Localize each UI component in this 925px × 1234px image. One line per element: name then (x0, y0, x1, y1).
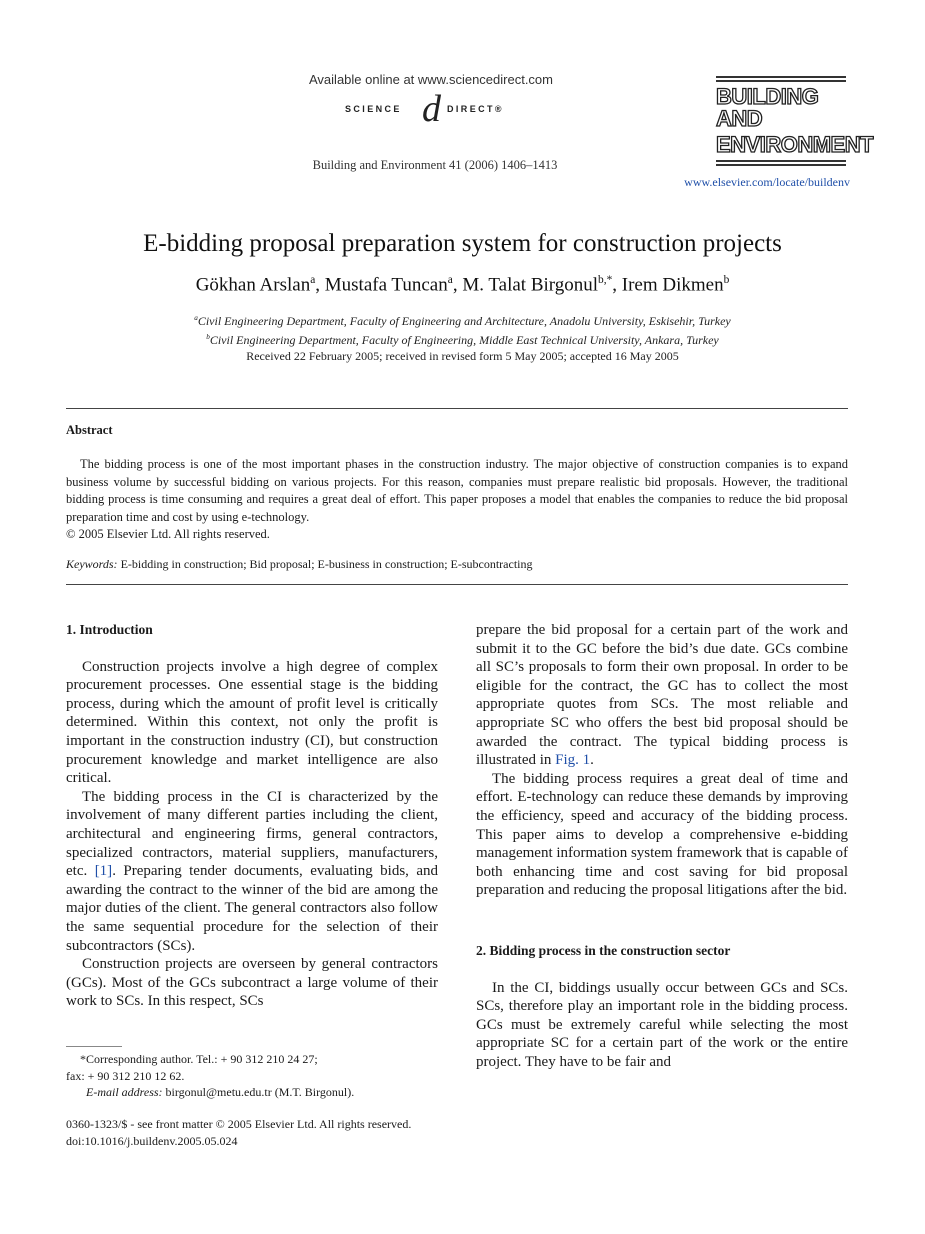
affiliation-b: $^b$Civil Engineering Department, Faculty of Engineering, Middle East Technical University, Ankara, Turkey (206, 333, 719, 347)
journal-reference: Building and Environment 41 (2006) 1406–1413 (312, 158, 558, 172)
bottom-info (66, 1116, 466, 1149)
figure-1-link[interactable]: Fig. 1 (555, 752, 591, 769)
author-name: Gökhan Arslan (195, 274, 311, 296)
author-affiliation-marker: a (447, 274, 453, 286)
intro-paragraph-3: Construction projects are overseen by general contractors (GCs). Most of the GCs subcontract a large volume of their work to SCs. In this respect, SCs (66, 956, 438, 1010)
intro-paragraph-3-cont: prepare the bid proposal for a certain part of the work and submit it to the GC before the bid’s due date. GCs combine all SC’s proposals to form their own proposal. In order to be eligible for the contract, the GC has to collect the most appropriate quotes from SCs. The most reliable and appropriate SC who offers the best bid proposal should be awarded the contract. The typical bidding process is illustrated in Fig. 1. (476, 622, 848, 769)
divider-top (66, 408, 848, 409)
abstract-text: The bidding process is one of the most important phases in the construction industry. The major objective of construction companies is to expand business volume by successful bidding on various projects. For this reason, companies must prepare realistic bid proposals. However, the traditional bidding process is time consuming and requires a great deal of effort. This paper proposes a model that enables the companies to reduce the bid proposal preparation time and cost by using e-technology. (66, 457, 848, 524)
intro-paragraph-4: The bidding process requires a great deal of time and effort. E-technology can reduce these demands by improving the efficiency, speed and accuracy of the bidding process. This paper aims to develop a comprehensive e-bidding management information system framework that is capable of both enhancing time and cost saving for bid proposal preparation and reducing the proposal litigations after the bid. (476, 770, 848, 899)
section-2-heading: 2. Bidding process in the construction sector (476, 942, 731, 958)
sd-logo-science: SCIENCE (345, 104, 402, 114)
issn-line: 0360-1323/$ - see front matter © 2005 Elsevier Ltd. All rights reserved. (66, 1117, 412, 1131)
journal-logo-line2: ENVIRONMENT (716, 132, 874, 157)
journal-logo-line1: BUILDING AND (716, 84, 819, 131)
left-column (66, 621, 438, 1011)
author-name: M. Talat Birgonul (462, 274, 599, 296)
citation-link-1[interactable]: [1] (94, 863, 113, 880)
footnote-corresponding: *Corresponding author. Tel.: + 90 312 210 24 27; (80, 1052, 318, 1066)
sciencedirect-logo (345, 88, 520, 130)
affiliation-a: $^a$Civil Engineering Department, Faculty of Engineering and Architecture, Anadolu University, Eskisehir, Turkey (194, 314, 731, 328)
abstract-heading: Abstract (66, 423, 113, 437)
sd-logo-at-icon: d (422, 88, 441, 130)
author-affiliation-marker: b (723, 274, 730, 286)
author-affiliation-marker: a (310, 274, 316, 286)
author-separator: , (612, 274, 622, 296)
divider-bottom (66, 584, 848, 585)
available-online-text: Available online at www.sciencedirect.com (309, 72, 553, 87)
section-2-paragraph-1: In the CI, biddings usually occur between GCs and SCs. SCs, therefore play an important role in the bidding process. GCs must be extremely careful while selecting the most appropriate SC for a certain part of the work or the entire project. They have to be fair and (476, 979, 848, 1070)
section-1-heading: 1. Introduction (66, 622, 153, 637)
author-name: Irem Dikmen (621, 274, 724, 296)
affiliations (40, 310, 885, 348)
abstract-copyright: © 2005 Elsevier Ltd. All rights reserved. (66, 527, 270, 542)
author-affiliation-marker: b,* (598, 274, 613, 286)
author-name: Mustafa Tuncan (324, 274, 448, 296)
keywords (66, 557, 848, 572)
journal-url-link[interactable]: www.elsevier.com/locate/buildenv (684, 175, 850, 189)
journal-logo (716, 74, 874, 168)
intro-paragraph-1: Construction projects involve a high degree of complex procurement processes. One essential stage is the bidding process, during which the amount of profit level is critically determined. Within this context, not only the profit is important in the construction industry (CI), but construction procurement knowledge and market intelligence are also critical. (66, 658, 438, 787)
keywords-label: Keywords: (66, 557, 118, 571)
abstract-body (66, 456, 848, 544)
footnote-rule (66, 1046, 122, 1047)
footnote-fax: fax: + 90 312 210 12 62. (66, 1068, 185, 1083)
right-column (476, 621, 848, 1071)
keywords-text: E-bidding in construction; Bid proposal; E-business in construction; E-subcontracting (120, 557, 533, 571)
intro-paragraph-2: The bidding process in the CI is characterized by the involvement of many different parties including the client, architectural and engineering firms, general contractors, specialized contractors, material suppliers, manufacturers, etc. [1]. Preparing tender documents, evaluating bids, and awarding the contract to the winner of the bid are among the major duties of the client. The general contractors also follow the same sequential procedure for the selection of their subcontractors (SCs). (66, 788, 439, 954)
author-separator: , (452, 274, 463, 296)
received-dates: Received 22 February 2005; received in revised form 5 May 2005; accepted 16 May 2005 (246, 349, 679, 363)
doi-line: doi:10.1016/j.buildenv.2005.05.024 (66, 1133, 238, 1148)
sd-logo-direct: DIRECT® (447, 104, 504, 114)
footnote-email: E-mail address: birgonul@metu.edu.tr (M.T. Birgonul). (86, 1085, 355, 1099)
author-separator: , (315, 274, 325, 296)
author-list (40, 274, 885, 296)
article-title: E-bidding proposal preparation system for construction projects (143, 230, 782, 257)
footnote (66, 1051, 446, 1101)
